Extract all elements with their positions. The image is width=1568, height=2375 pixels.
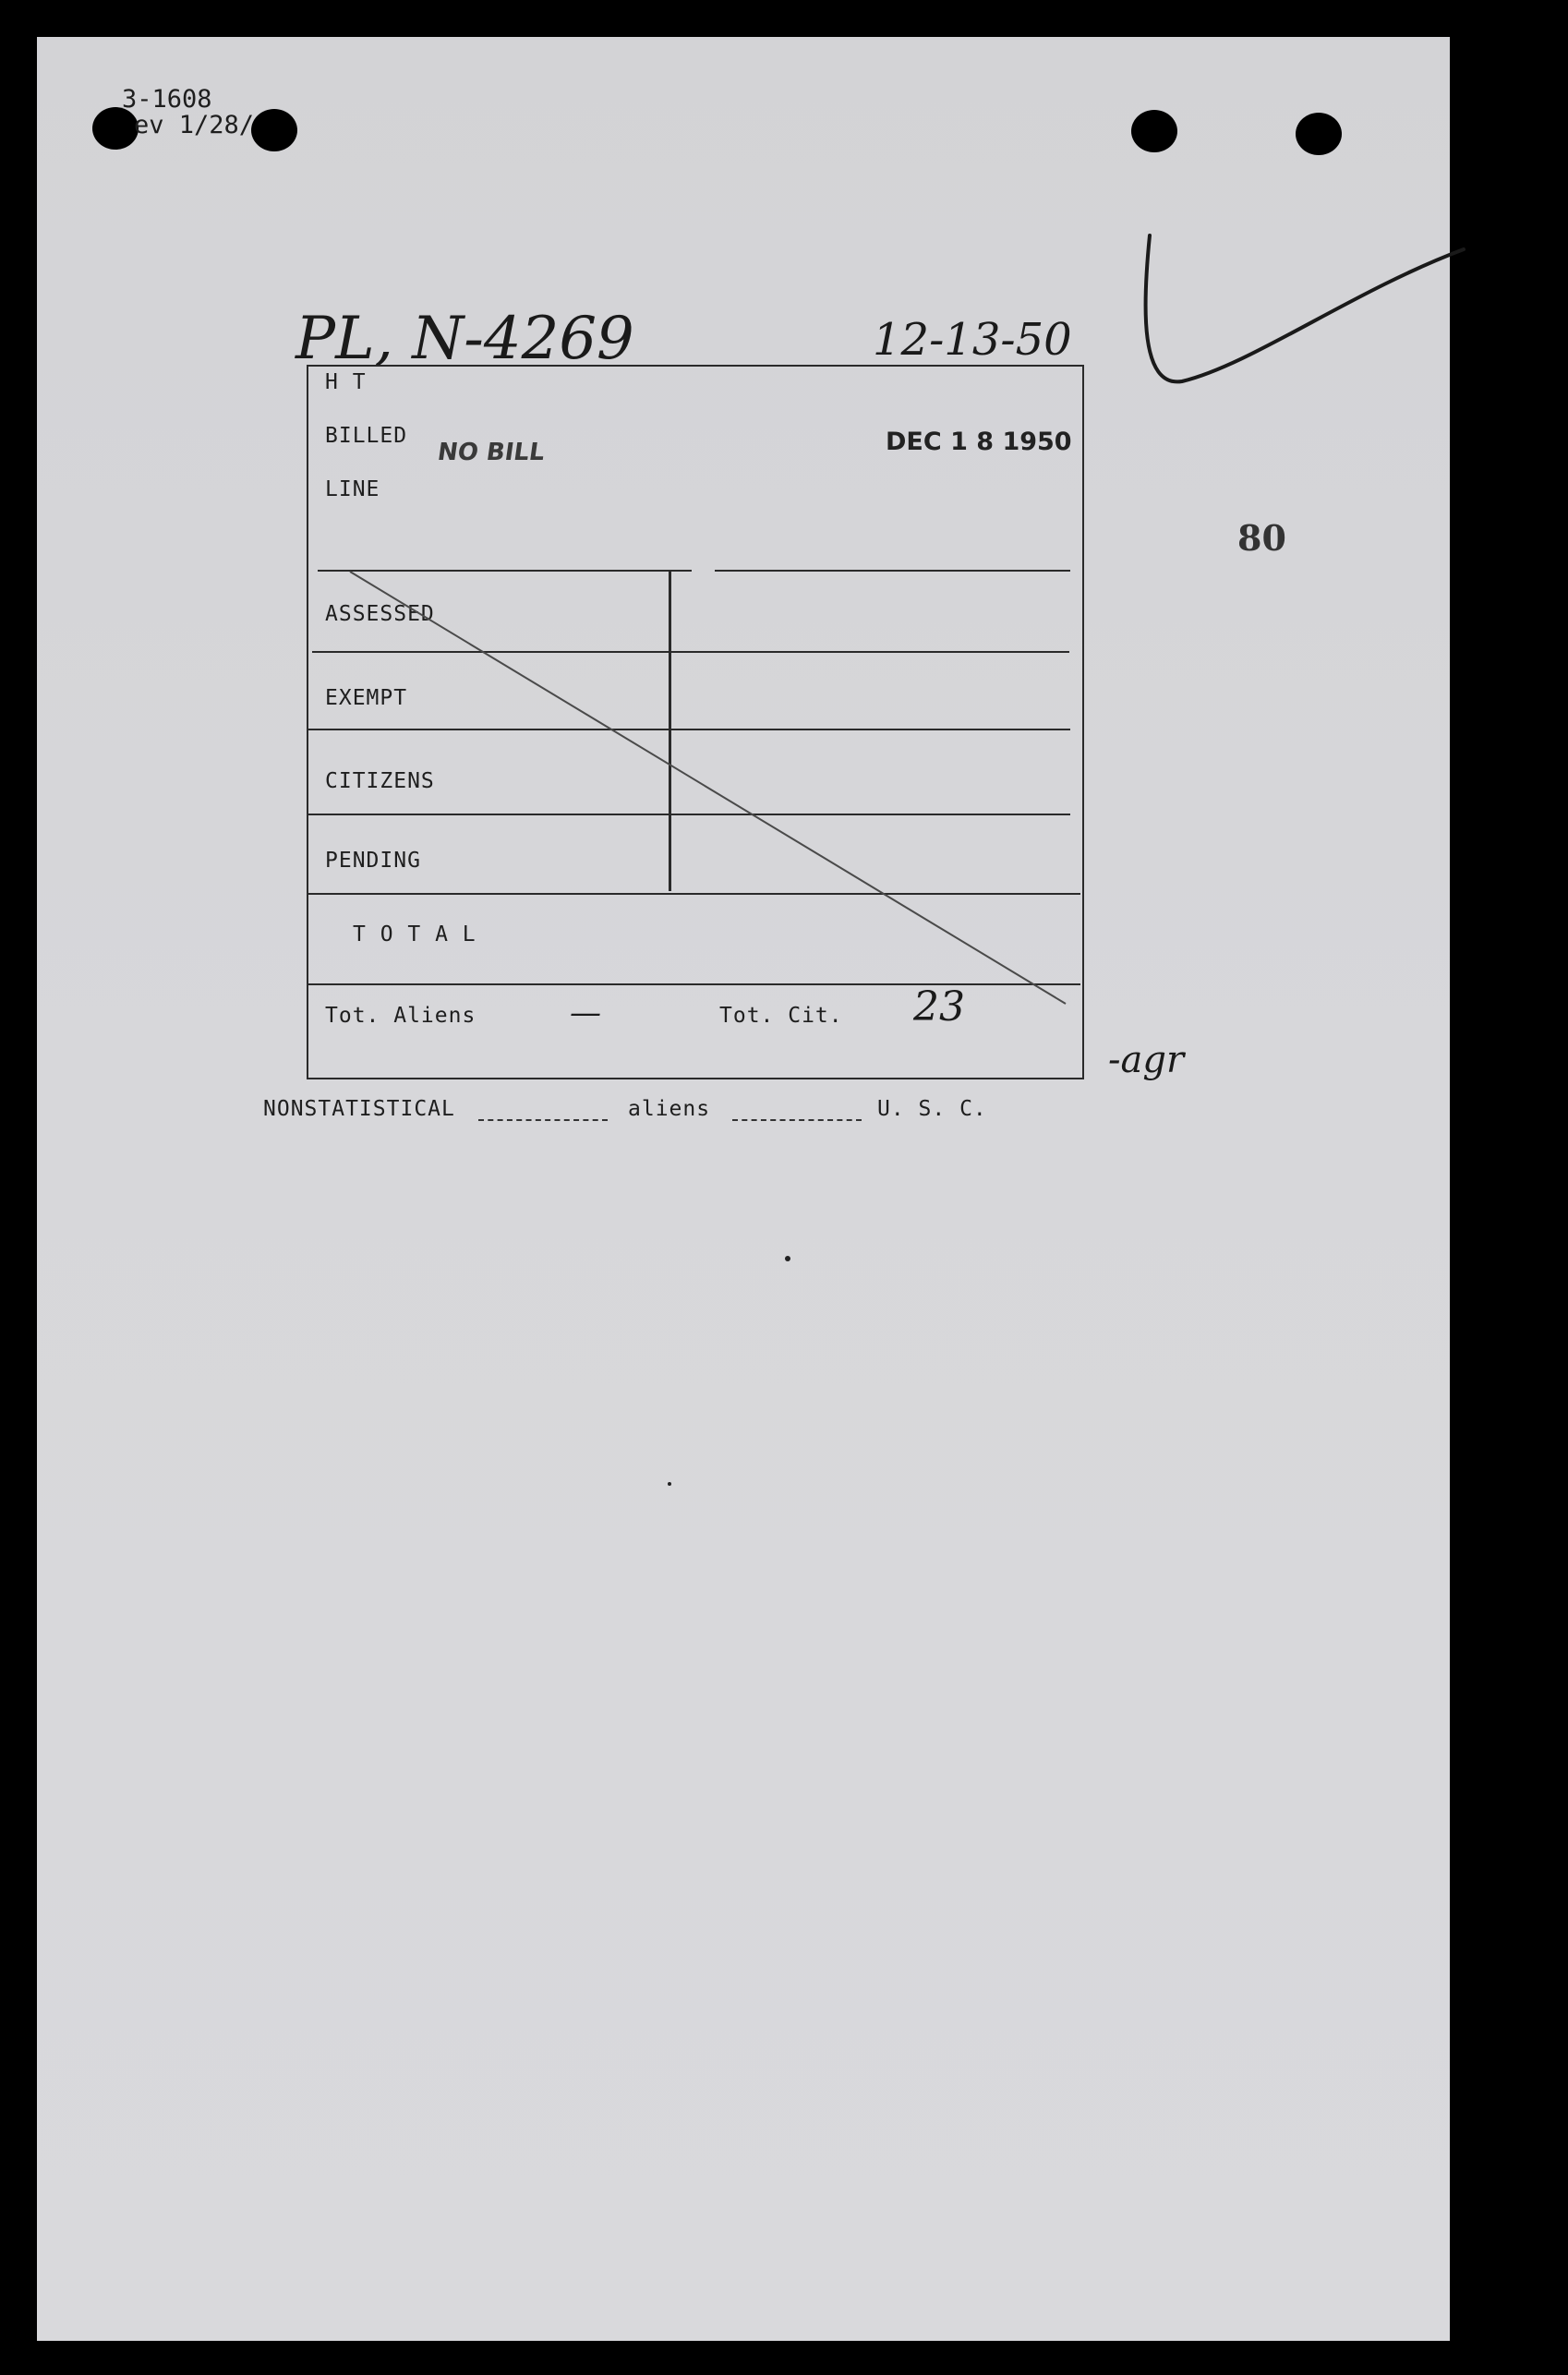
handwritten-tot-aliens-dash: — (570, 995, 601, 1031)
nonstatistical-label: NONSTATISTICAL (263, 1097, 455, 1121)
ht-label: H T (325, 370, 367, 394)
handwritten-manifest-ref: PL, N-4269 (296, 305, 634, 373)
tot-cit-label: Tot. Cit. (719, 1004, 843, 1028)
aliens-label: aliens (628, 1097, 711, 1121)
billed-label: BILLED (325, 424, 408, 448)
row-label-exempt: EXEMPT (325, 686, 408, 710)
document-page (37, 37, 1450, 2341)
handwritten-tot-cit: 23 (913, 983, 965, 1031)
tot-aliens-label: Tot. Aliens (325, 1004, 476, 1028)
nonstatistical-blank (478, 1119, 608, 1121)
punch-hole-left-2 (251, 109, 297, 151)
row-label-citizens: CITIZENS (325, 769, 435, 793)
no-bill-stamp: NO BILL (435, 439, 547, 466)
form-revision: ev 1/28/ (134, 111, 255, 139)
punch-hole-right-2 (1296, 113, 1342, 155)
check-mark (1140, 226, 1473, 429)
row-label-assessed: ASSESSED (325, 602, 435, 626)
total-label: T O T A L (353, 922, 476, 946)
row-label-pending: PENDING (325, 849, 421, 873)
usc-label: U. S. C. (877, 1097, 987, 1121)
handwritten-initials: -agr (1108, 1039, 1185, 1081)
line-label: LINE (325, 477, 380, 501)
speck-1 (785, 1256, 790, 1261)
diagonal-strike-line (308, 367, 1082, 1078)
tally-box (307, 365, 1084, 1079)
page-number: 80 (1237, 517, 1286, 559)
aliens-blank (732, 1119, 862, 1121)
date-stamp: DEC 1 8 1950 (886, 428, 1072, 456)
form-number: 3-1608 (122, 85, 212, 114)
punch-hole-right-1 (1131, 110, 1177, 152)
handwritten-date: 12-13-50 (873, 314, 1072, 366)
speck-2 (668, 1482, 671, 1486)
